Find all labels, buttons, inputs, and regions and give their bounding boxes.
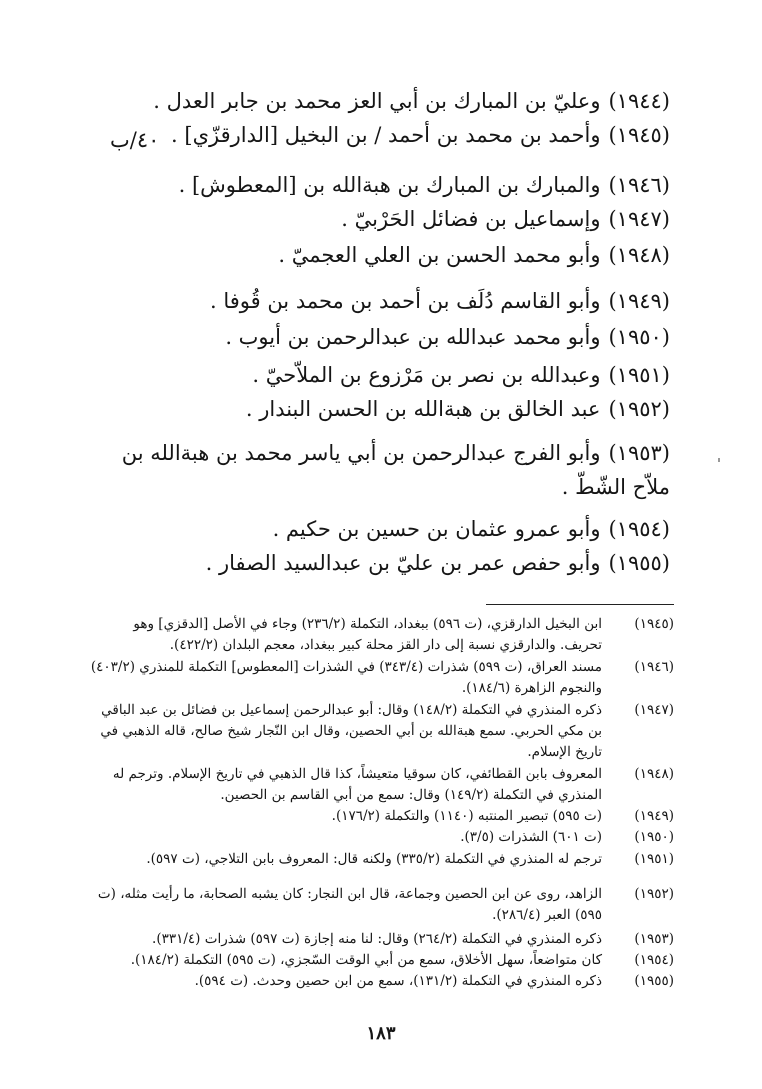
footnote-text: المعروف بابن القطائفي، كان سوقيا متعيشاً، كذا قال الذهبي في تاريخ الإسلام. وترجم له المنذري في التكملة (١٤٩/٢) وقال: سمع من أبي القاسم بن الحصين. [112, 766, 602, 803]
footnote-1950 [89, 827, 674, 848]
entry-1951 [90, 358, 670, 392]
footnote-number: (١٩٤٩) [634, 808, 674, 824]
entry-text: وأحمد بن محمد بن أحمد / بن البخيل [الدارقزّي] . [171, 123, 601, 147]
footnote-text: كان متواضعاً، سهل الأخلاق، سمع من أبي الوقت السّجزي، (ت ٥٩٥) التكملة (١٨٤/٢). [130, 952, 602, 968]
entry-1947 [90, 202, 670, 236]
entry-text: وأبو الفرج عبدالرحمن بن أبي ياسر محمد بن هبةالله بن ملاّح الشّطّ . [121, 441, 670, 499]
entry-number: (١٩٤٤) [608, 89, 670, 113]
folio-mark: ٤٠/ب [110, 128, 160, 152]
footnote-1951 [89, 849, 674, 870]
entry-number: (١٩٤٧) [608, 207, 670, 231]
footnote-1952 [89, 884, 674, 926]
entry-1948 [90, 238, 670, 272]
page-number: ١٨٣ [366, 1023, 396, 1044]
footnote-number: (١٩٥٤) [634, 952, 674, 968]
footnote-text: ابن البخيل الدارقزي، (ت ٥٩٦) ببغداد، التكملة (٢٣٦/٢) وجاء في الأصل [الدقزي] وهو تحريف. والدارقزي نسبة إلى دار القز محلة كبير ببغداد، معجم البلدان (٤٢٢/٢). [133, 616, 602, 653]
footnote-number: (١٩٥٥) [634, 973, 674, 989]
entry-1949 [90, 284, 670, 318]
footnote-text: ترجم له المنذري في التكملة (٣٣٥/٢) ولكنه قال: المعروف بابن التلاجي، (ت ٥٩٧). [146, 851, 602, 867]
footnote-1946 [89, 657, 674, 699]
entry-1945 [90, 118, 670, 152]
footnote-1948 [89, 764, 674, 806]
footnote-number: (١٩٥١) [634, 851, 674, 867]
entry-number: (١٩٥٢) [608, 397, 670, 421]
footnote-1955 [89, 971, 674, 992]
entry-text: وأبو محمد الحسن بن العلي العجميّ . [278, 243, 601, 267]
entry-number: (١٩٥٥) [608, 551, 670, 575]
entry-text: وأبو محمد عبدالله بن عبدالرحمن بن أيوب . [225, 325, 601, 349]
entry-text: وعبدالله بن نصر بن مَرْزوع بن الملاّحيّ . [252, 363, 601, 387]
footnote-1949 [89, 806, 674, 827]
entry-1944 [90, 84, 670, 118]
entry-text: وأبو القاسم دُلَف بن أحمد بن محمد بن قُوفا . [209, 289, 601, 313]
footnote-1953 [89, 929, 674, 950]
entry-1955 [90, 546, 670, 580]
entry-number: (١٩٤٥) [608, 123, 670, 147]
footnote-text: (ت ٥٩٥) تبصير المنتبه (١١٤٠) والتكملة (١٧٦/٢). [331, 808, 602, 824]
entry-text: وأبو عمرو عثمان بن حسين بن حكيم . [272, 517, 601, 541]
footnote-number: (١٩٤٨) [634, 766, 674, 782]
footnote-number: (١٩٥٢) [634, 886, 674, 902]
footnote-number: (١٩٥٣) [634, 931, 674, 947]
footnote-1954 [89, 950, 674, 971]
scan-speck [718, 458, 720, 462]
footnote-number: (١٩٤٦) [634, 659, 674, 675]
footnote-number: (١٩٤٧) [634, 702, 674, 718]
entry-1952 [90, 392, 670, 426]
entry-text: عبد الخالق بن هبةالله بن الحسن البندار . [245, 397, 601, 421]
footnote-number: (١٩٥٠) [634, 829, 674, 845]
footnote-text: ذكره المنذري في التكملة (٢٦٤/٢) وقال: لنا منه إجازة (ت ٥٩٧) شذرات (٣٣١/٤). [152, 931, 602, 947]
entry-text: وإسماعيل بن فضائل الحَرْبيّ . [341, 207, 601, 231]
entry-text: والمبارك بن المبارك بن هبةالله بن [المعطوش] . [178, 173, 601, 197]
entry-1950 [90, 320, 670, 354]
footnote-number: (١٩٤٥) [634, 616, 674, 632]
entry-1946 [90, 168, 670, 202]
footnote-text: (ت ٦٠١) الشذرات (٣/٥). [460, 829, 602, 845]
entry-number: (١٩٤٩) [608, 289, 670, 313]
entry-number: (١٩٥٣) [608, 441, 670, 465]
footnote-text: ذكره المنذري في التكملة (١٤٨/٢) وقال: أبو عبدالرحمن إسماعيل بن فضائل بن عبد الباقي بن مكي الحربي. سمع هبةالله بن أبي الحصين، وقال ابن النّجار شيخ صالح، قاله الذهبي في تاريخ الإسلام. [100, 702, 602, 760]
footnote-separator [486, 604, 674, 605]
footnote-text: الزاهد، روى عن ابن الحصين وجماعة، قال ابن النجار: كان يشبه الصحابة، ما رأيت مثله، (ت ٥٩٥) العبر (٢٨٦/٤). [97, 886, 602, 923]
entry-number: (١٩٥٤) [608, 517, 670, 541]
entry-text: وعليّ بن المبارك بن أبي العز محمد بن جابر العدل . [153, 89, 601, 113]
entry-text: وأبو حفص عمر بن عليّ بن عبدالسيد الصفار . [205, 551, 601, 575]
entry-number: (١٩٤٨) [608, 243, 670, 267]
entry-1954 [90, 512, 670, 546]
entry-number: (١٩٥١) [608, 363, 670, 387]
footnote-1947 [89, 700, 674, 763]
entry-1953 [90, 436, 670, 504]
entry-number: (١٩٤٦) [608, 173, 670, 197]
footnote-1945 [89, 614, 674, 656]
entry-number: (١٩٥٠) [608, 325, 670, 349]
footnote-text: ذكره المنذري في التكملة (١٣١/٢)، سمع من ابن حصين وحدث. (ت ٥٩٤). [194, 973, 602, 989]
footnote-text: مسند العراق، (ت ٥٩٩) شذرات (٣٤٣/٤) في الشذرات [المعطوس] التكملة للمنذري (٤٠٣/٢) والنجوم الزاهرة (١٨٤/٦). [90, 659, 602, 696]
